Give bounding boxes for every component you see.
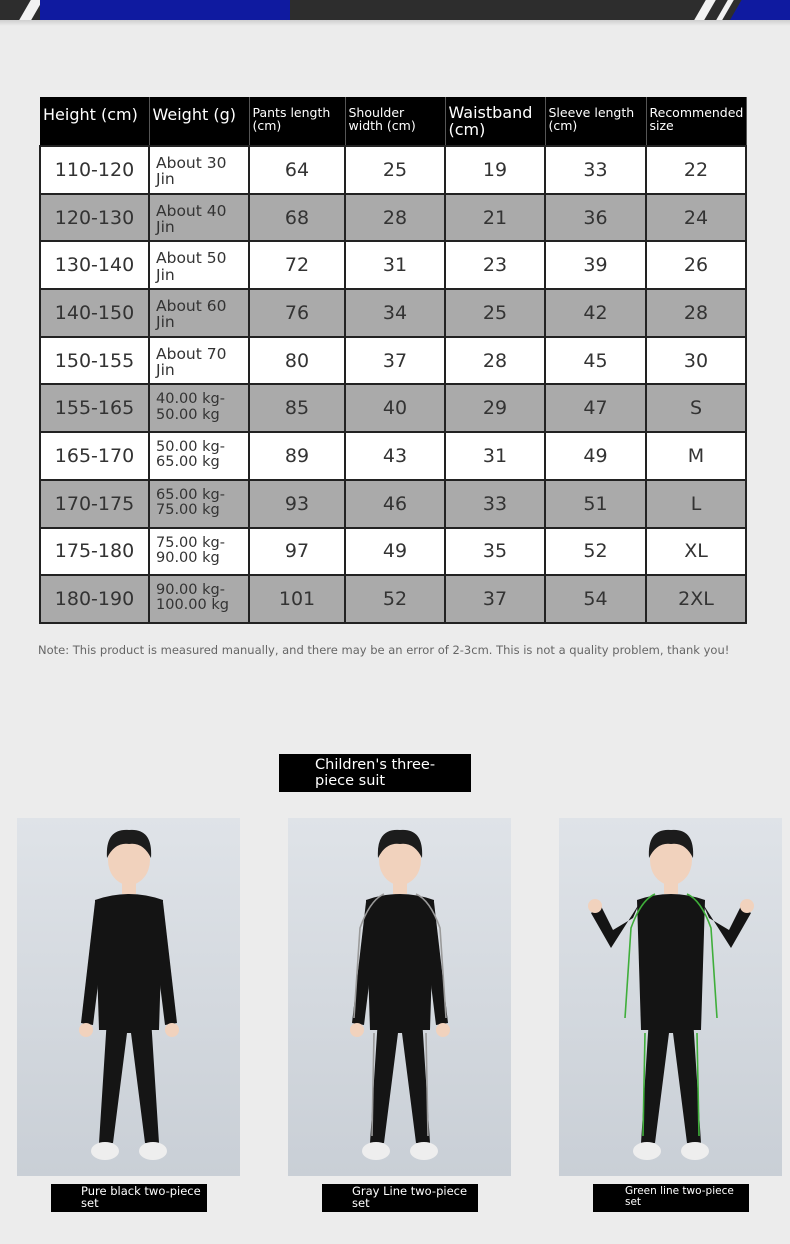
table-row: [40, 241, 746, 289]
cell-shoulder-width: 28: [345, 194, 445, 242]
cell-recommended-size: 26: [646, 241, 746, 289]
cell-weight: 75.00 kg-90.00 kg: [149, 528, 249, 576]
cell-waistband: 35: [445, 528, 545, 576]
table-row: [40, 432, 746, 480]
header-weight: Weight (g): [149, 97, 249, 146]
suit-title: Children's three-piece suit: [279, 754, 471, 792]
caption-gray-set: Gray Line two-piece set: [322, 1184, 478, 1212]
cell-weight: 50.00 kg-65.00 kg: [149, 432, 249, 480]
cell-weight: About 40 Jin: [149, 194, 249, 242]
cell-height: 120-130: [40, 194, 149, 242]
cell-shoulder-width: 34: [345, 289, 445, 337]
cell-height: 130-140: [40, 241, 149, 289]
cell-height: 180-190: [40, 575, 149, 623]
cell-waistband: 25: [445, 289, 545, 337]
header-height: Height (cm): [40, 97, 149, 146]
cell-waistband: 28: [445, 337, 545, 385]
cell-recommended-size: 24: [646, 194, 746, 242]
top-banner: [0, 0, 790, 20]
cell-waistband: 33: [445, 480, 545, 528]
cell-pants-length: 85: [249, 384, 345, 432]
cell-sleeve-length: 45: [545, 337, 646, 385]
cell-height: 165-170: [40, 432, 149, 480]
cell-pants-length: 76: [249, 289, 345, 337]
table-row: [40, 194, 746, 242]
cell-sleeve-length: 42: [545, 289, 646, 337]
banner-stripe: [694, 0, 716, 20]
cell-height: 175-180: [40, 528, 149, 576]
cell-sleeve-length: 51: [545, 480, 646, 528]
cell-shoulder-width: 40: [345, 384, 445, 432]
cell-pants-length: 97: [249, 528, 345, 576]
cell-sleeve-length: 47: [545, 384, 646, 432]
cell-shoulder-width: 52: [345, 575, 445, 623]
cell-shoulder-width: 25: [345, 146, 445, 194]
banner-blue-block: [40, 0, 290, 20]
cell-recommended-size: 22: [646, 146, 746, 194]
cell-sleeve-length: 33: [545, 146, 646, 194]
cell-sleeve-length: 52: [545, 528, 646, 576]
product-photo-black[interactable]: [17, 818, 240, 1176]
size-chart-table: [39, 97, 747, 624]
table-row: [40, 528, 746, 576]
cell-recommended-size: 2XL: [646, 575, 746, 623]
cell-pants-length: 93: [249, 480, 345, 528]
header-sleeve-length: Sleeve length (cm): [545, 97, 646, 146]
cell-height: 155-165: [40, 384, 149, 432]
cell-height: 140-150: [40, 289, 149, 337]
cell-recommended-size: 30: [646, 337, 746, 385]
child-figure-image: [288, 818, 511, 1176]
cell-sleeve-length: 39: [545, 241, 646, 289]
cell-weight: About 60 Jin: [149, 289, 249, 337]
child-figure-image: [559, 818, 782, 1176]
table-row: [40, 146, 746, 194]
product-photo-gray[interactable]: [288, 818, 511, 1176]
cell-shoulder-width: 46: [345, 480, 445, 528]
cell-pants-length: 64: [249, 146, 345, 194]
cell-recommended-size: XL: [646, 528, 746, 576]
banner-shadow: [0, 20, 790, 26]
size-chart-header-row: [40, 97, 746, 146]
table-row: [40, 384, 746, 432]
header-recommended-size: Recommended size: [646, 97, 746, 146]
cell-pants-length: 72: [249, 241, 345, 289]
banner-blue-block: [730, 0, 790, 20]
cell-weight: 40.00 kg-50.00 kg: [149, 384, 249, 432]
cell-recommended-size: S: [646, 384, 746, 432]
table-row: [40, 289, 746, 337]
cell-pants-length: 80: [249, 337, 345, 385]
measurement-note: Note: This product is measured manually, and there may be an error of 2-3cm. This is not a quality problem, thank you!: [38, 643, 730, 657]
table-row: [40, 575, 746, 623]
size-chart-body: [40, 146, 746, 623]
header-waistband: Waistband (cm): [445, 97, 545, 146]
child-figure: [588, 830, 754, 1160]
cell-recommended-size: L: [646, 480, 746, 528]
cell-weight: 65.00 kg-75.00 kg: [149, 480, 249, 528]
product-photo-green[interactable]: [559, 818, 782, 1176]
cell-sleeve-length: 36: [545, 194, 646, 242]
cell-sleeve-length: 49: [545, 432, 646, 480]
cell-shoulder-width: 49: [345, 528, 445, 576]
child-figure: [79, 830, 179, 1160]
child-figure: [350, 830, 450, 1160]
cell-shoulder-width: 43: [345, 432, 445, 480]
header-shoulder-width: Shoulder width (cm): [345, 97, 445, 146]
cell-waistband: 21: [445, 194, 545, 242]
cell-shoulder-width: 31: [345, 241, 445, 289]
header-pants-length: Pants length (cm): [249, 97, 345, 146]
cell-pants-length: 101: [249, 575, 345, 623]
cell-weight: 90.00 kg-100.00 kg: [149, 575, 249, 623]
table-row: [40, 337, 746, 385]
cell-height: 150-155: [40, 337, 149, 385]
cell-waistband: 19: [445, 146, 545, 194]
cell-pants-length: 68: [249, 194, 345, 242]
cell-recommended-size: M: [646, 432, 746, 480]
caption-black-set: Pure black two-piece set: [51, 1184, 207, 1212]
cell-waistband: 37: [445, 575, 545, 623]
cell-weight: About 70 Jin: [149, 337, 249, 385]
caption-green-set: Green line two-piece set: [593, 1184, 749, 1212]
cell-waistband: 31: [445, 432, 545, 480]
cell-waistband: 29: [445, 384, 545, 432]
cell-weight: About 50 Jin: [149, 241, 249, 289]
cell-shoulder-width: 37: [345, 337, 445, 385]
cell-recommended-size: 28: [646, 289, 746, 337]
cell-weight: About 30 Jin: [149, 146, 249, 194]
cell-height: 110-120: [40, 146, 149, 194]
cell-height: 170-175: [40, 480, 149, 528]
cell-sleeve-length: 54: [545, 575, 646, 623]
table-row: [40, 480, 746, 528]
cell-pants-length: 89: [249, 432, 345, 480]
cell-waistband: 23: [445, 241, 545, 289]
child-figure-image: [17, 818, 240, 1176]
